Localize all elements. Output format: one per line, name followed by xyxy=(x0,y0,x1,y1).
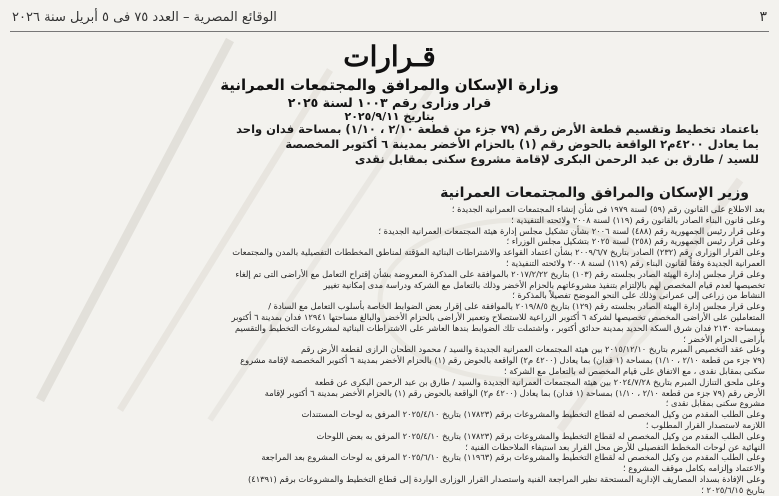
body-line: بأراضى الحزام الأخضر ؛ xyxy=(683,333,765,344)
body-line: وعلى الإفادة بسداد المصاريف الإدارية المستحقة نظير المراجعة الفنية واستصدار القرار الوزارى الواردة إلى قطاع التخطيط والمشروعات برقم (٤١٣٩١) xyxy=(248,473,765,484)
body-line: بتاريخ ٢٠٢٥/٦/١٥ ؛ xyxy=(701,484,765,495)
header-divider xyxy=(10,31,769,32)
body-line: النهائية عن لوحات المخطط التفصيلى للأرض محل القرار بعد استيفاء الملاحظات الفنية ؛ xyxy=(465,441,765,452)
body-line: وعلى ملحق التنازل المبرم بتاريخ ٢٠٢٤/٧/٢٨ بين هيئة المجتمعات العمرانية الجديدة والسيد / طارق بن عبد الرحمن البكرى عن قطعة xyxy=(314,376,765,387)
body-line: وعلى قرار مجلس إدارة الهيئة الصادر بجلسته رقم (١٢٩) بتاريخ ٢٠١٩/٨/٥ بالموافقة على إقرار بعض الضوابط الخاصة بأسلوب التعامل مع السادة / xyxy=(268,301,765,312)
decree-subject xyxy=(150,122,759,167)
body-line: وعلى الطلب المقدم من وكيل المخصص له لقطاع التخطيط والمشروعات برقم (١٧٨٢٣) بتاريخ ٢٠٢٥/٤/١٠ المرفق به لوحات المستندات xyxy=(301,409,765,420)
decree-date: بتاريخ ٢٠٢٥/٩/١١ xyxy=(344,110,435,123)
body-line: الأرض رقم (٧٩ جزء من قطعة ٢/١٠ ، ١/١٠) بمساحة (١ فدان) بما يعادل (٤٢٠٠ م٢) الواقعة بالحوض رقم (١) بالحزام الأخضر بمدينة ٦ أكتوبر لإقامة xyxy=(264,387,765,398)
gazette-issue-title: الوقائع المصرية – العدد ٧٥ فى ٥ أبريل سنة ٢٠٢٦ xyxy=(12,9,277,25)
body-line: وعلى الطلب المقدم من وكيل المخصص له لقطاع التخطيط والمشروعات برقم (١٧٨٢٣) بتاريخ ٢٠٢٥/٤/١٠ المرفق به بعض اللوحات xyxy=(316,430,765,441)
running-header xyxy=(12,6,767,28)
body-line: اللازمة لاستصدار القرار المطلوب ؛ xyxy=(645,419,765,430)
body-line: النشاط من زراعى إلى عمرانى وذلك على النحو الموضح تفصيلاً بالمذكرة ؛ xyxy=(512,290,765,301)
decree-body xyxy=(12,204,765,496)
section-title: قـرارات xyxy=(343,40,436,73)
body-line: سكنى بمقابل نقدى ، مع الاتفاق على قيام المخصص له بالتعامل مع الشركة ؛ xyxy=(504,365,765,376)
page-number: ٣ xyxy=(759,9,767,25)
body-line: والاعتماد وإلزامه بكامل موقف المشروع ؛ xyxy=(623,463,765,474)
body-line: بعد الاطلاع على القانون رقم (٥٩) لسنة ١٩٧٩ فى شأن إنشاء المجتمعات العمرانية الجديدة ؛ xyxy=(451,204,765,214)
subject-line: بما يعادل ٤٢٠٠م٢ الواقعة بالحوض رقم (١) بالحزام الأخضر بمدينة ٦ أكتوبر المخصصة xyxy=(285,137,759,151)
decree-number: قرار وزارى رقم ١٠٠٣ لسنة ٢٠٢٥ xyxy=(287,95,492,110)
body-line: وبمساحة ٢١٣٠ فدان شرق السكة الحديد بمدينة حدائق أكتوبر ، واشتملت تلك الضوابط بندها العاشر على الاشتراطات البنائية لمشروعات التخطيط والتقسيم xyxy=(235,322,765,333)
body-line: المتعاملين على الأراضى المخصص تخصيصها لشركة ٦ أكتوبر الزراعية للاستصلاح وتعمير الأراضى بالحزام الأخضر والبالغ مساحتها ١٢٩٤١ فدان بمدينة ٦ أكتوبر xyxy=(231,311,765,322)
body-line: وعلى الطلب المقدم من وكيل المخصص له لقطاع التخطيط والمشروعات برقم (١١٩٦٣) بتاريخ ٢٠٢٥/٦/١٠ المرفق به لوحات المشروع بعد المراجعة xyxy=(261,452,765,463)
minister-heading: وزير الإسكان والمرافق والمجتمعات العمرانية xyxy=(440,185,749,201)
body-line: تخصيصها لعدم قيام المخصص لهم بالإلتزام بتنفيذ مشروعاتهم بالحزام الأخضر وذلك بالتعامل مع الشركة ودراسة مدى إمكانية تغيير xyxy=(323,279,765,290)
ministry-heading: وزارة الإسكان والمرافق والمجتمعات العمرانية xyxy=(220,76,559,94)
body-line: وعلى قانون البناء الصادر بالقانون رقم (١١٩) لسنة ٢٠٠٨ ولائحته التنفيذية ؛ xyxy=(511,214,765,225)
body-line: وعلى قرار مجلس إدارة الهيئة الصادر بجلسته رقم (١٠٣) بتاريخ ٢٠١٧/٢/٢٢ بالموافقة على المذكرة المعروضة بشأن إقتراح التعامل مع الأراضى التى تم إلغاء xyxy=(235,268,765,279)
subject-line: للسيد / طارق بن عبد الرحمن البكرى لإقامة مشروع سكنى بمقابل نقدى xyxy=(354,152,759,166)
body-line: وعلى قرار رئيس الجمهورية رقم (٤٨٨) لسنة ٢٠٠٦ بشأن تشكيل مجلس إدارة هيئة المجتمعات العمرانية الجديدة ؛ xyxy=(378,225,765,236)
body-line: وعلى قرار رئيس الجمهورية رقم (٢٥٨) لسنة ٢٠٢٥ بتشكيل مجلس الوزراء ؛ xyxy=(506,236,765,247)
body-line: وعلى القرار الوزارى رقم (٢٣٢) الصادر بتاريخ ٢٠٠٩/٦/٧ بشأن اعتماد القواعد والاشتراطات البنائية المؤقتة لمناطق المخططات التفصيلية بالمدن والمجتمعات xyxy=(232,247,765,258)
body-line: وعلى عقد التخصيص المبرم بتاريخ ٢٠١٥/١٢/١٠ بين هيئة المجتمعات العمرانية الجديدة والسيد / محمود الطحان الرازى لقطعة الأرض رقم xyxy=(300,344,765,355)
body-line: العمرانية الجديدة وفقاً لقانون البناء رقم (١١٩) لسنة ٢٠٠٨ ولائحته التنفيذية ؛ xyxy=(506,257,765,268)
body-line: (٧٩ جزء من قطعة ٢/١٠ ، ١/١٠) بمساحة (١ فدان) بما يعادل (٤٢٠٠ م٢) الواقعة بالحوض رقم (١) بالحزام الأخضر بمدينة ٦ أكتوبر المخصصة لإقامة مشروع xyxy=(240,355,765,366)
subject-line: باعتماد تخطيط وتقسيم قطعة الأرض رقم (٧٩ جزء من قطعة ٢/١٠ ، ١/١٠) بمساحة فدان واحد xyxy=(236,122,759,136)
body-line: مشروع سكنى بمقابل نقدى ؛ xyxy=(665,398,765,409)
